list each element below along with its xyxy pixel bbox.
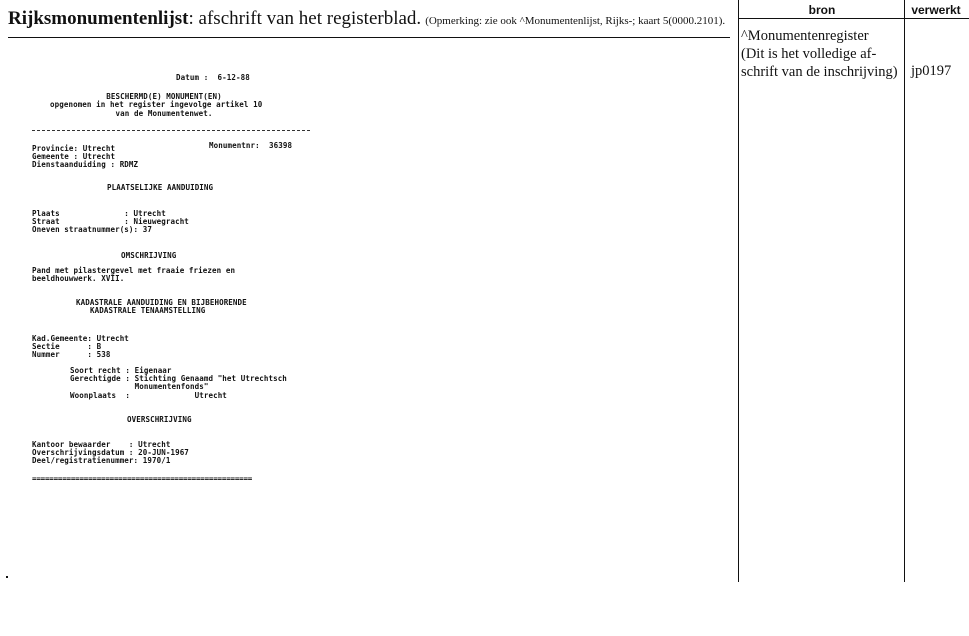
record-provincie: Provincie: Utrecht — [32, 144, 116, 153]
record-gemeente: Gemeente : Utrecht — [32, 152, 116, 161]
record-nummer: Nummer : 538 — [32, 350, 111, 359]
column-divider-left — [738, 0, 739, 582]
record-kantoor: Kantoor bewaarder : Utrecht — [32, 440, 171, 449]
header-note: (Opmerking: zie ook ^Monumentenlijst, Rijks-; kaart 5(0000.2101). — [425, 15, 726, 27]
overschrijving-title: OVERSCHRIJVING — [127, 415, 192, 424]
omschrijving-line-2: beeldhouwwerk. XVII. — [32, 274, 125, 283]
header-rule — [8, 37, 730, 38]
record-gerechtigde-1: Gerechtigde : Stichting Genaamd "het Utrechtsch — [70, 374, 287, 383]
verwerkt-value: jp0197 — [911, 63, 952, 79]
record-divider — [32, 130, 310, 131]
bron-line-3: schrift van de inschrijving) — [741, 64, 898, 80]
verwerkt-column-header: verwerkt — [911, 3, 961, 17]
record-deel: Deel/registratienummer: 1970/1 — [32, 456, 171, 465]
record-kad-gemeente: Kad.Gemeente: Utrecht — [32, 334, 129, 343]
record-woonplaats: Woonplaats : Utrecht — [70, 391, 227, 400]
record-gerechtigde-2: Monumentenfonds" — [70, 382, 209, 391]
record-soort-recht: Soort recht : Eigenaar — [70, 366, 172, 375]
kadastrale-title-2: KADASTRALE TENAAMSTELLING — [90, 306, 206, 315]
bron-column-header: bron — [808, 3, 836, 17]
record-sectie: Sectie : B — [32, 342, 102, 351]
record-date: Datum : 6-12-88 — [176, 73, 250, 82]
column-divider-right — [904, 0, 905, 582]
scan-mark — [6, 576, 8, 578]
omschrijving-title: OMSCHRIJVING — [121, 251, 177, 260]
record-straat: Straat : Nieuwegracht — [32, 217, 189, 226]
record-overschrijvingsdatum: Overschrijvingsdatum : 20-JUN-1967 — [32, 448, 189, 457]
document-header — [8, 8, 730, 38]
kadastrale-title-1: KADASTRALE AANDUIDING EN BIJBEHORENDE — [76, 298, 247, 307]
record-monumentnr: Monumentnr: 36398 — [209, 141, 293, 150]
plaatselijke-title: PLAATSELIJKE AANDUIDING — [107, 183, 214, 192]
record-oneven: Oneven straatnummer(s): 37 — [32, 225, 152, 234]
document-subtitle: : afschrift van het registerblad. — [188, 8, 422, 29]
omschrijving-line-1: Pand met pilastergevel met fraaie friezen en — [32, 266, 236, 275]
record-end-rule: =================================================== — [32, 474, 253, 483]
document-title: Rijksmonumentenlijst — [8, 8, 189, 29]
bron-line-1: ^Monumentenregister — [741, 28, 869, 44]
record-heading-2: opgenomen in het register ingevolge artikel 10 — [50, 100, 263, 109]
record-heading-3: van de Monumentenwet. — [115, 109, 213, 118]
bron-line-2: (Dit is het volledige af- — [741, 46, 877, 62]
bron-text — [741, 27, 907, 81]
record-heading-1: BESCHERMD(E) MONUMENT(EN) — [106, 92, 222, 101]
record-plaats: Plaats : Utrecht — [32, 209, 166, 218]
record-dienstaanduiding: Dienstaanduiding : RDMZ — [32, 160, 139, 169]
column-header-rule — [738, 18, 969, 19]
